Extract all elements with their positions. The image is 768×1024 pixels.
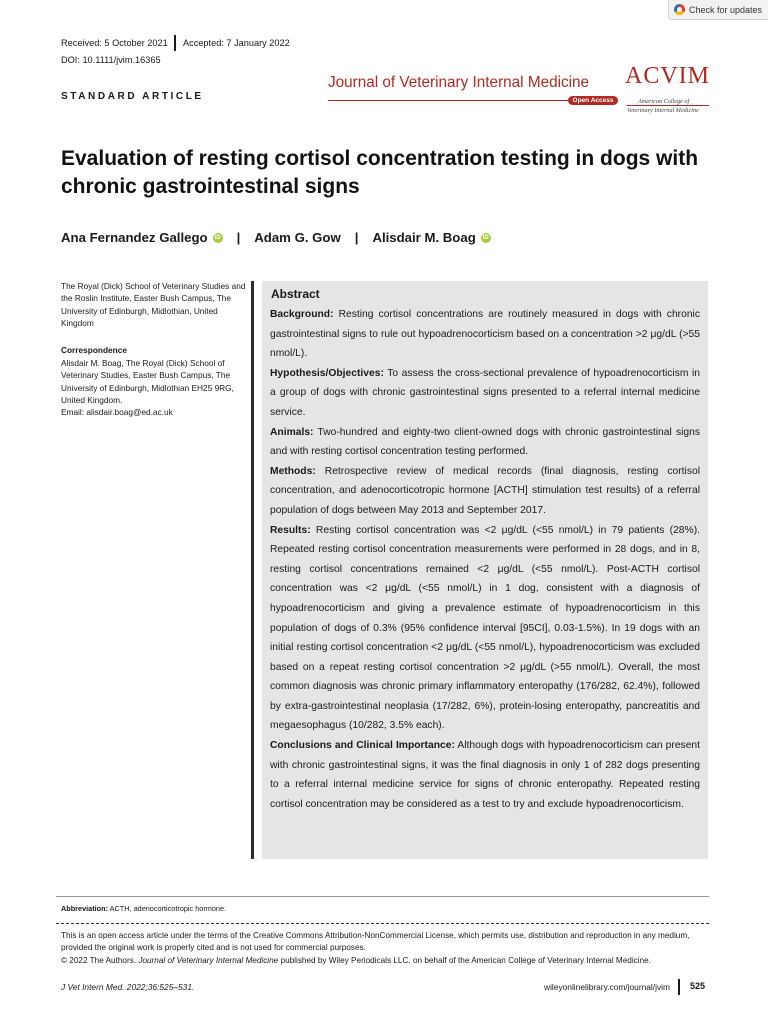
orcid-icon[interactable]: iD [214,234,221,241]
header-divider [174,35,176,51]
affiliation: The Royal (Dick) School of Veterinary Studies and the Roslin Institute, Easter Bush Campus, The University of Edinburgh, Midlothian, United Kingdom [61,281,246,328]
citation: J Vet Intern Med. 2022;36:525–531. [61,982,195,992]
section-text: Resting cortisol concentrations are routinely measured in dogs with chronic gastrointestinal signs to rule out hypoadrenocorticism based on a concentration >2 μg/dL (>55 nmol/L). [270,309,700,360]
abstract-section-hypothesis [270,364,700,423]
footer-dashed-rule [56,923,709,924]
section-label: Conclusions and Clinical Importance: [270,740,455,752]
author-name[interactable]: Ana Fernandez Gallego [61,230,208,245]
acvim-logo: ACVIM [625,63,711,89]
doi[interactable]: DOI: 10.1111/jvim.16365 [61,55,161,65]
orcid-icon[interactable]: iD [482,234,489,241]
correspondence-heading: Correspondence [61,345,127,355]
article-type: STANDARD ARTICLE [61,91,204,102]
correspondence-address: Alisdair M. Boag, The Royal (Dick) School of Veterinary Studies, Easter Bush Campus, The University of Edinburgh, Midlothian EH25 9RG, United Kingdom. [61,358,234,405]
check-for-updates-label: Check for updates [689,4,763,15]
journal-website[interactable]: wileyonlinelibrary.com/journal/jvim [544,982,670,992]
section-label: Methods: [270,465,316,477]
abbreviation-note [61,904,226,913]
section-text: To assess the cross-sectional prevalence of hypoadrenocorticism in a group of dogs with chronic gastrointestinal signs presented to a referral internal medicine service. [270,367,700,418]
section-label: Hypothesis/Objectives: [270,367,384,379]
acvim-logo-rule [627,105,709,106]
journal-title[interactable]: Journal of Veterinary Internal Medicine [328,74,590,91]
received-date: Received: 5 October 2021 [61,38,168,48]
page-number: 525 [690,981,706,991]
author-separator: | [354,230,359,245]
crossmark-icon [674,4,685,15]
abstract-section-animals [270,423,700,462]
abstract-accent-bar [251,281,254,859]
journal-title-rule [328,100,568,101]
acvim-logo-subtitle-1: American College of [638,98,690,105]
author-separator: | [236,230,241,245]
license-text: This is an open access article under the terms of the Creative Commons Attribution-NonCommercial License, which permits use, distribution and reproduction in any medium, provided the original work is properly cited and is not used for commercial purposes. [61,931,690,953]
correspondence-block [61,357,246,418]
check-for-updates-button[interactable] [668,0,768,20]
author-name[interactable]: Adam G. Gow [254,230,341,245]
abbreviation-label: Abbreviation: [61,904,109,913]
footer-rule [56,896,709,897]
article-title: Evaluation of resting cortisol concentration testing in dogs with chronic gastrointestinal signs [61,147,699,198]
page-number-divider [678,979,680,995]
section-text: Although dogs with hypoadrenocorticism can present with chronic gastrointestinal signs, it was the final diagnosis in only 1 of 282 dogs presenting to a referral internal medicine service for signs of chronic enteropathy. Repeated resting cortisol concentration may be considered as a test to try and exclude hypoadrenocorticism. [270,740,701,810]
author-list [61,230,491,245]
abstract-body [270,305,700,814]
abstract-section-results [270,521,700,737]
author-name[interactable]: Alisdair M. Boag [372,230,476,245]
section-label: Results: [270,524,311,536]
abstract-section-conclusions [270,736,700,814]
accepted-date: Accepted: 7 January 2022 [183,38,290,48]
open-access-badge: Open Access [568,96,618,105]
abstract-section-background [270,305,700,364]
abstract-section-methods [270,462,700,521]
section-text: Resting cortisol concentration was <2 μg/dL (<55 nmol/L) in 79 patients (28%). Repeated resting cortisol concentration measurements were performed in 28 dogs, and in 8, resting cortisol concentrations remained <2 μg/dL (<55 nmol/L). Post-ACTH cortisol concentration was <2 μg/dL (<55 nmol/L) in 1 dog, consistent with a diagnosis of hypoadrenocorticism and giving a prevalence estimate of hypoadrenocorticism in this population of dogs of 0.3% (95% confidence interval [95CI], 0.03-1.5%). In 19 dogs with an initial resting cortisol concentration <2 μg/dL (<55 nmol/L), hypoadrenocorticism was excluded based on a repeat resting cortisol concentration >2 μg/dL (>55 nmol/L). Overall, the most common diagnosis was chronic primary inflammatory enteropathy (176/282, 62.4%), followed by extra-gastrointestinal neoplasia (17/282, 6%), protein-losing enteropathy, pancreatitis and megaesophagus (10/282, 3.5% each). [270,524,700,732]
section-text: Two-hundred and eighty-two client-owned dogs with chronic gastrointestinal signs and with resting cortisol concentration testing performed. [270,426,700,458]
abstract-heading: Abstract [271,287,320,301]
abbreviation-text: ACTH, adenocorticotropic hormone. [109,904,227,913]
acvim-logo-subtitle-2: Veterinary Internal Medicine [627,107,699,114]
copyright-line: © 2022 The Authors. Journal of Veterinary Internal Medicine published by Wiley Periodicals LLC. on behalf of the American College of Veterinary Internal Medicine. [61,955,651,965]
section-text: Retrospective review of medical records (final diagnosis, resting cortisol concentration, and adenocorticotropic hormone [ACTH] stimulation test results) of a referral population of dogs between May 2013 and September 2017. [270,465,700,516]
license-note [61,930,711,967]
section-label: Background: [270,309,334,320]
correspondence-email[interactable]: Email: alisdair.boag@ed.ac.uk [61,407,173,418]
section-label: Animals: [270,426,314,438]
